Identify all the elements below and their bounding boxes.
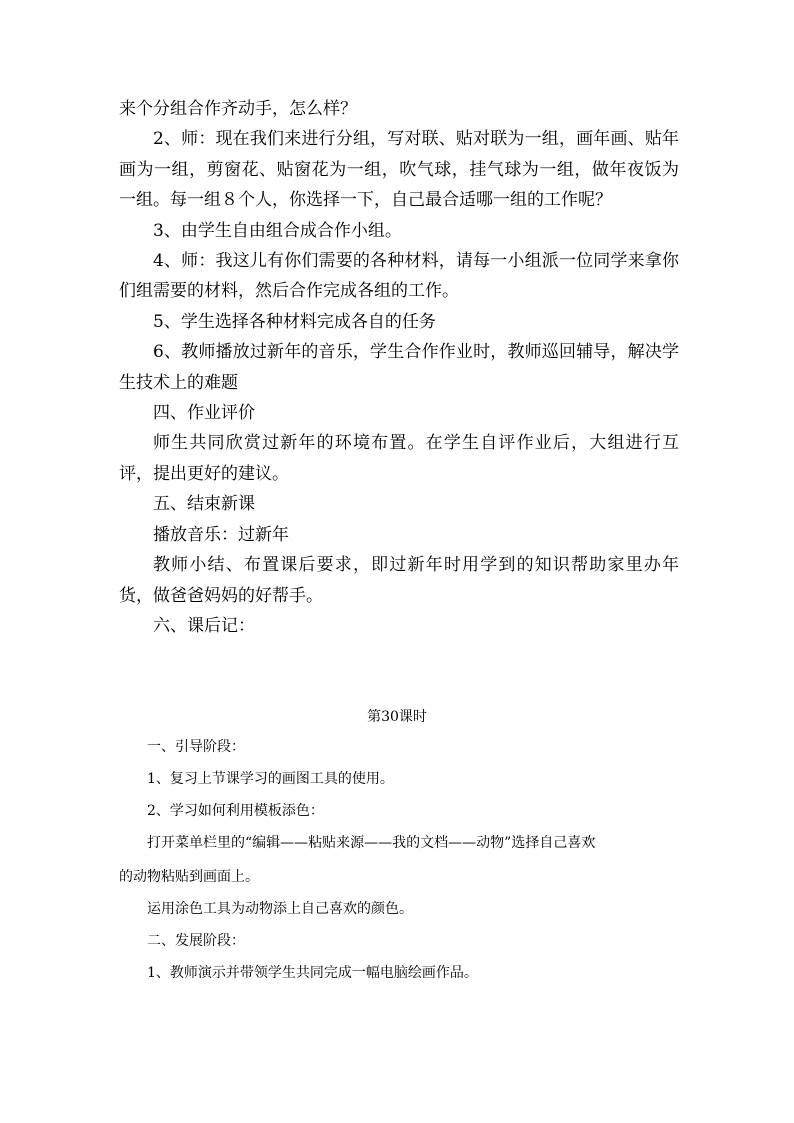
paragraph-step-3: 3、由学生自由组合成合作小组。 [153, 220, 402, 241]
paragraph-coloring-tool: 运用涂色工具为动物添上自己喜欢的颜色。 [147, 901, 413, 917]
paragraph-evaluation: 师生共同欣赏过新年的环境布置。在学生自评作业后，大组进行互评，提出更好的建议。 [119, 433, 679, 484]
lesson-plan-section-1 [119, 94, 679, 641]
heading-guidance-stage: 一、引导阶段： [147, 739, 245, 755]
paragraph-continuation: 来个分组合作齐动手，怎么样？ [119, 99, 357, 119]
heading-development-stage: 二、发展阶段： [147, 933, 245, 949]
paragraph-template-color: 2、学习如何利用模板添色： [147, 803, 324, 819]
paragraph-step-5: 5、学生选择各种材料完成各自的任务 [153, 311, 436, 332]
heading-end-lesson: 五、结束新课 [153, 494, 255, 515]
paragraph-play-music: 播放音乐：过新年 [153, 524, 289, 545]
lesson-title: 第30课时 [367, 709, 427, 725]
paragraph-step-4: 4、师：我这儿有你们需要的各种材料，请每一小组派一位同学来拿你们组需要的材料，然后合作完成各组的工作。 [119, 251, 679, 302]
paragraph-summary: 教师小结、布置课后要求，即过新年时用学到的知识帮助家里办年货，做爸爸妈妈的好帮手。 [119, 555, 679, 606]
paragraph-review: 1、复习上节课学习的画图工具的使用。 [147, 771, 394, 787]
paragraph-step-2: 2、师：现在我们来进行分组，写对联、贴对联为一组，画年画、贴年画为一组，剪窗花、贴窗花为一组，吹气球，挂气球为一组，做年夜饭为一组。每一组８个人，你选择一下，自己最合适哪一组的工作呢？ [119, 129, 679, 211]
paragraph-teacher-demo: 1、教师演示并带领学生共同完成一幅电脑绘画作品。 [147, 965, 478, 981]
lesson-plan-section-2 [119, 737, 679, 983]
heading-homework-evaluation: 四、作业评价 [153, 403, 255, 424]
paragraph-open-menu-continued: 的动物粘贴到画面上。 [119, 869, 259, 885]
paragraph-open-menu: 打开菜单栏里的“编辑——粘贴来源——我的文档——动物”选择自己喜欢 [147, 835, 596, 851]
heading-after-class-notes: 六、课后记： [153, 615, 255, 636]
paragraph-step-6: 6、教师播放过新年的音乐，学生合作作业时，教师巡回辅导，解决学生技术上的难题 [119, 342, 679, 393]
